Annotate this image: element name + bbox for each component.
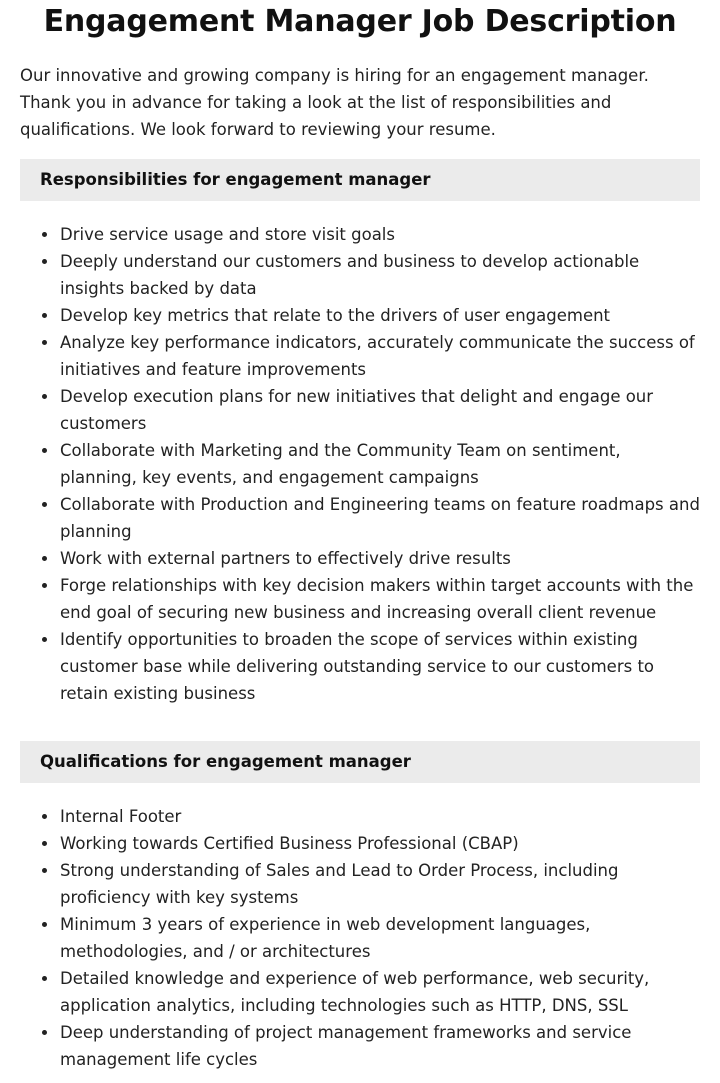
- list-item: Develop execution plans for new initiatives that delight and engage our customers: [60, 383, 700, 437]
- list-item: Internal Footer: [60, 803, 700, 830]
- list-item: Work with external partners to effectively drive results: [60, 545, 700, 572]
- list-item: Identify opportunities to broaden the scope of services within existing customer base while delivering outstanding service to our customers to retain existing business: [60, 626, 700, 707]
- list-item: Detailed knowledge and experience of web performance, web security, application analytics, including technologies such as HTTP, DNS, SSL: [60, 965, 700, 1019]
- section-spacer: [20, 707, 700, 725]
- qualifications-heading: Qualifications for engagement manager: [20, 741, 700, 783]
- list-item: Collaborate with Production and Engineering teams on feature roadmaps and planning: [60, 491, 700, 545]
- responsibilities-list: [20, 221, 700, 707]
- page-title: Engagement Manager Job Description: [43, 4, 677, 39]
- list-item: Drive service usage and store visit goals: [60, 221, 700, 248]
- responsibilities-heading: Responsibilities for engagement manager: [20, 159, 700, 201]
- intro-paragraph: Our innovative and growing company is hiring for an engagement manager. Thank you in advance for taking a look at the list of responsibilities and qualifications. We look forward to reviewing your resume.: [20, 66, 649, 139]
- list-item: Deep understanding of project management frameworks and service management life cycles: [60, 1019, 700, 1073]
- list-item: Develop key metrics that relate to the drivers of user engagement: [60, 302, 700, 329]
- list-item: Forge relationships with key decision makers within target accounts with the end goal of securing new business and increasing overall client revenue: [60, 572, 700, 626]
- list-item: Collaborate with Marketing and the Community Team on sentiment, planning, key events, and engagement campaigns: [60, 437, 700, 491]
- list-item: Strong understanding of Sales and Lead to Order Process, including proficiency with key systems: [60, 857, 700, 911]
- qualifications-list: [20, 803, 700, 1073]
- list-item: Deeply understand our customers and business to develop actionable insights backed by data: [60, 248, 700, 302]
- list-item: Working towards Certified Business Professional (CBAP): [60, 830, 700, 857]
- list-item: Minimum 3 years of experience in web development languages, methodologies, and / or architectures: [60, 911, 700, 965]
- list-item: Analyze key performance indicators, accurately communicate the success of initiatives and feature improvements: [60, 329, 700, 383]
